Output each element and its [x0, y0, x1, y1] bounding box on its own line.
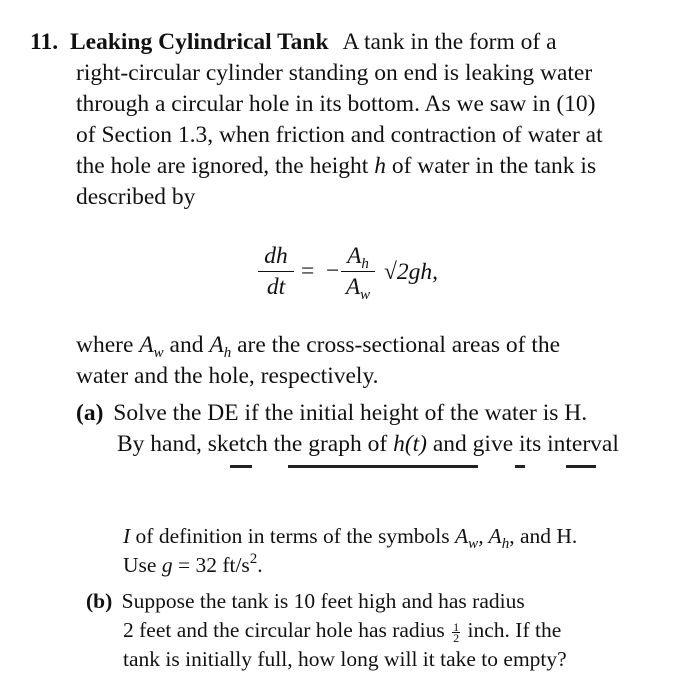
period: . [257, 553, 263, 577]
part-a-text-1: Solve the DE if the initial height of the water is H. [113, 400, 588, 426]
Ah-sub: h [223, 345, 232, 361]
problem-line-2: right-circular cylinder standing on end is leaking water [76, 60, 593, 86]
equals-sign: = [301, 258, 315, 284]
problem-number: 11. [30, 29, 59, 55]
problem-text-5a: the hole are ignored, the height [76, 153, 369, 179]
part-b-text-2a: 2 feet and the circular hole has radius [123, 618, 445, 642]
lhs-numerator: dh [264, 243, 288, 269]
Aw-symbol [139, 332, 164, 361]
rhs-den-base: A [345, 274, 361, 301]
rhs-num-base: A [347, 243, 362, 269]
g-symbol: g [161, 553, 173, 577]
part-b-line-2 [123, 616, 561, 644]
rhs-fraction [341, 241, 375, 302]
part-b-line-3: tank is initially full, how long will it take to empty? [123, 647, 567, 671]
half-numerator: 1 [453, 619, 460, 634]
lhs-fraction [258, 241, 294, 302]
problem-line-5 [76, 151, 596, 181]
part-a-text-2a: By hand, sketch the graph of [117, 431, 388, 457]
sym-Ah-sub: h [501, 536, 510, 552]
part-a-label: (a) [76, 400, 104, 426]
problem-text-1: A tank in the form of a [342, 29, 557, 55]
Ah-base: A [209, 332, 224, 358]
half-fraction [452, 619, 460, 645]
problem-line-3: through a circular hole in its bottom. As we saw in (10) [76, 91, 596, 117]
part-b-label: (b) [86, 589, 113, 613]
sym-Aw-base: A [455, 524, 469, 548]
problem-line-6: described by [76, 184, 196, 210]
part-a-line-2 [117, 429, 619, 459]
Aw-sub: w [153, 345, 164, 361]
cropped-header-fragment [230, 461, 610, 471]
after-eq-rest: are the cross-sectional areas of the [237, 332, 561, 358]
part-a-line-1 [76, 398, 587, 428]
problem-title: Leaking Cylindrical Tank [69, 29, 329, 55]
part-a-text-3-end: , and H. [509, 524, 578, 548]
part-b-text-1: Suppose the tank is 10 feet high and has radius [121, 589, 525, 613]
Aw-base: A [139, 332, 154, 358]
after-eq-line-1 [76, 330, 560, 360]
sym-Ah-base: , A [478, 524, 502, 548]
minus-sign: − [326, 258, 340, 284]
rhs-num-sub: h [361, 256, 369, 272]
rhs-denominator [341, 272, 375, 302]
sym-Aw-sub: w [468, 536, 479, 552]
g-value: = 32 ft/s [177, 553, 250, 577]
rhs-numerator [341, 241, 375, 271]
part-a-text-2b: and give its interval [432, 431, 619, 457]
rhs-den-sub: w [360, 287, 371, 304]
after-eq-where: where [76, 332, 134, 358]
height-symbol: h [374, 153, 386, 179]
lhs-denominator: dt [266, 274, 286, 301]
after-eq-line-2: water and the hole, respectively. [76, 363, 379, 389]
half-denominator: 2 [453, 630, 460, 645]
part-b-text-2b: inch. If the [467, 618, 562, 642]
part-a-line-3 [123, 522, 577, 550]
interval-symbol: I [123, 524, 131, 548]
problem-line-4: of Section 1.3, when friction and contraction of water at [76, 122, 603, 148]
use-label: Use [123, 553, 157, 577]
part-a-line-4 [123, 551, 263, 579]
after-eq-and: and [169, 332, 204, 358]
Ah-symbol [209, 332, 232, 361]
part-a-symbols [455, 524, 510, 552]
part-a-text-3: of definition in terms of the symbols [135, 524, 450, 548]
part-a-function: h(t) [393, 431, 427, 457]
part-b-line-1 [86, 587, 525, 615]
problem-text-5b: of water in the tank is [391, 153, 597, 179]
problem-line-1 [30, 27, 557, 57]
radical-term: √2gh, [384, 259, 439, 285]
g-exponent: 2 [249, 551, 258, 567]
